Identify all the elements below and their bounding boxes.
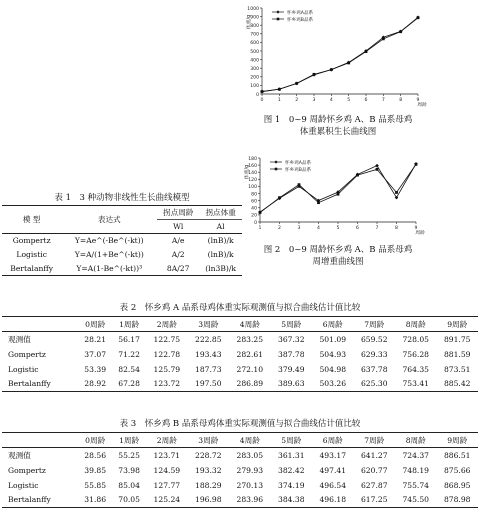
- table-cell: 886.51: [443, 450, 471, 460]
- column-header: 7周龄: [354, 317, 395, 332]
- table-cell: 28.56: [84, 450, 107, 460]
- y-tick-label: 200: [250, 75, 259, 81]
- x-tick-label: 8: [399, 98, 403, 103]
- y-tick-label: 300: [250, 67, 259, 72]
- table-cell: 282.61: [236, 349, 264, 359]
- table-2-caption: 表 2 怀乡鸡 A 品系母鸡体重实际观测值与拟合曲线估计值比较: [119, 303, 361, 313]
- column-header: 1周龄: [112, 317, 146, 332]
- x-tick-label: 0: [260, 98, 264, 103]
- x-tick-label: 1: [258, 226, 262, 231]
- y-tick-label: 180: [248, 156, 257, 162]
- y-tick-label: 600: [250, 41, 259, 47]
- table-cell: Logistic: [16, 250, 47, 259]
- column-header: 1周龄: [112, 433, 146, 448]
- table-cell: 193.43: [195, 349, 222, 359]
- table-cell: 228.72: [195, 450, 222, 460]
- x-tick-label: 3: [297, 226, 301, 231]
- y-axis-label: 体重/g: [247, 14, 252, 30]
- row-header: 观测值: [8, 334, 31, 344]
- table-cell: 387.78: [277, 349, 305, 359]
- row-header: Logistic: [8, 480, 39, 490]
- table-cell: 67.28: [112, 377, 146, 392]
- y-tick-label: 120: [248, 178, 257, 184]
- table-cell: 361.31: [277, 450, 305, 460]
- column-header: 0周龄: [78, 317, 112, 332]
- table-cell: 283.05: [236, 450, 264, 460]
- table-cell: 71.22: [118, 349, 140, 359]
- table-cell: 764.35: [402, 364, 430, 374]
- table-cell: 728.05: [402, 334, 430, 344]
- table-cell: Gompertz: [12, 236, 51, 246]
- y-tick-label: 160: [248, 163, 257, 169]
- y-tick-label: 900: [250, 15, 259, 21]
- table-cell: 504.93: [319, 349, 347, 359]
- y-tick-label: 0: [256, 92, 259, 98]
- table-cell: 389.63: [271, 377, 312, 392]
- table-cell: 379.49: [277, 364, 305, 374]
- table-cell: 28.21: [84, 334, 107, 344]
- table-1-caption: 表 1 3 种动物非线性生长曲线模型: [54, 193, 190, 203]
- table-cell: 617.25: [354, 493, 395, 508]
- table-cell: 123.72: [146, 377, 187, 392]
- table-cell: 122.75: [153, 334, 181, 344]
- table-cell: 493.17: [319, 450, 347, 460]
- x-tick-label: 5: [336, 226, 340, 231]
- table-cell: 367.32: [277, 334, 305, 344]
- table-row: [2, 377, 478, 392]
- column-header: 7周龄: [354, 433, 395, 448]
- table-cell: 55.25: [118, 450, 140, 460]
- column-header: [2, 433, 78, 448]
- y-tick-label: 100: [250, 84, 259, 90]
- x-tick-label: 3: [312, 98, 316, 103]
- figure-1-caption-line1: 图 1 0~9 周龄怀乡鸡 A、B 品系母鸡: [263, 115, 413, 125]
- table-1-subheader-al: Al: [199, 220, 242, 234]
- table-cell: 122.78: [153, 349, 181, 359]
- y-tick-label: 20: [251, 213, 257, 219]
- row-header: Bertalanffy: [2, 377, 78, 392]
- data-point-series-2: [365, 50, 368, 53]
- table-cell: 625.30: [354, 377, 395, 392]
- data-point-series-2: [395, 191, 398, 194]
- figure-2-caption-line1: 图 2 0~9 周龄怀乡鸡 A、B 品系母鸡: [263, 245, 413, 255]
- table-cell: 85.04: [118, 480, 140, 490]
- table-1-header-model: 模 型: [2, 206, 61, 234]
- x-tick-label: 8: [395, 226, 398, 231]
- table-cell: 382.42: [277, 465, 305, 475]
- table-cell: 755.74: [402, 480, 430, 490]
- table-cell: 193.32: [195, 465, 222, 475]
- table-cell: 53.39: [84, 364, 107, 374]
- table-2-strain-a-comparison: [2, 316, 478, 392]
- column-header: 3周龄: [188, 433, 229, 448]
- row-header: Gompertz: [8, 465, 46, 475]
- legend-marker: [275, 168, 278, 171]
- table-cell: Bertalanffy: [2, 262, 61, 276]
- data-point-series-1: [395, 196, 399, 200]
- table-cell: 868.95: [443, 480, 471, 490]
- table-cell: 39.85: [84, 465, 107, 475]
- table-cell: 891.75: [443, 334, 471, 344]
- table-row: [2, 248, 242, 262]
- table-cell: 748.19: [402, 465, 430, 475]
- y-tick-label: 1000: [247, 6, 259, 12]
- table-row: [2, 463, 478, 478]
- figure-2-caption-line2: 周增重曲线图: [312, 257, 364, 267]
- legend-label: 怀乡鸡B品系: [285, 167, 312, 173]
- table-cell: 31.86: [78, 493, 112, 508]
- column-header: 8周龄: [395, 317, 436, 332]
- table-cell: 197.50: [188, 377, 229, 392]
- table-cell: 82.54: [118, 364, 140, 374]
- data-point-series-2: [356, 174, 359, 177]
- table-cell: 283.96: [229, 493, 270, 508]
- data-point-series-2: [337, 193, 340, 196]
- series-line-2: [260, 164, 416, 212]
- data-point-series-2: [415, 163, 418, 166]
- table-cell: 286.89: [229, 377, 270, 392]
- table-cell: A/e: [171, 236, 185, 246]
- table-cell: 270.13: [236, 480, 264, 490]
- table-row: [2, 347, 478, 362]
- table-cell: A/2: [171, 250, 185, 259]
- table-cell: 124.59: [153, 465, 181, 475]
- table-1-growth-models: [2, 205, 242, 276]
- table-cell: 374.19: [277, 480, 305, 490]
- figure-1-cumulative-growth-chart: [238, 0, 438, 112]
- table-cell: 55.85: [84, 480, 107, 490]
- table-cell: 123.71: [153, 450, 181, 460]
- table-3-caption: 表 3 怀乡鸡 B 品系母鸡体重实际观测值与拟合曲线估计值比较: [119, 419, 361, 429]
- table-cell: 125.79: [153, 364, 181, 374]
- table-cell: 878.98: [436, 493, 478, 508]
- x-tick-label: 2: [295, 98, 299, 103]
- data-point-series-2: [261, 90, 264, 93]
- data-point-series-2: [298, 183, 301, 186]
- x-tick-label: 6: [364, 98, 368, 103]
- data-point-series-2: [347, 62, 350, 65]
- table-cell: 28.92: [78, 377, 112, 392]
- table-cell: 753.41: [395, 377, 436, 392]
- row-header: Bertalanffy: [2, 493, 78, 508]
- column-header: 6周龄: [312, 317, 353, 332]
- column-header: [2, 317, 78, 332]
- column-header: 5周龄: [271, 433, 312, 448]
- y-tick-label: 0: [254, 220, 257, 226]
- figure-2-caption: [238, 244, 438, 268]
- table-cell: 279.93: [236, 465, 264, 475]
- table-cell: (lnB)/k: [207, 236, 234, 246]
- column-header: 6周龄: [312, 433, 353, 448]
- table-3-strain-b-comparison: [2, 432, 478, 508]
- column-header: 9周龄: [436, 317, 478, 332]
- data-point-series-2: [417, 16, 420, 19]
- y-tick-label: 80: [251, 192, 257, 198]
- table-row: [2, 332, 478, 347]
- table-cell: 496.18: [312, 493, 353, 508]
- table-cell: 885.42: [436, 377, 478, 392]
- table-1-header-inflection-age: 拐点周龄: [157, 206, 199, 220]
- data-point-series-1: [375, 164, 379, 168]
- table-cell: 745.50: [395, 493, 436, 508]
- figure-2-weekly-gain-chart: [238, 152, 438, 240]
- table-cell: 501.09: [319, 334, 347, 344]
- column-header: 4周龄: [229, 433, 270, 448]
- table-cell: 70.05: [112, 493, 146, 508]
- y-tick-label: 500: [250, 49, 259, 55]
- table-cell: 272.10: [236, 364, 264, 374]
- column-header: 9周龄: [436, 433, 478, 448]
- table-cell: Y=Ae^(-Be^(-kt)): [74, 236, 144, 246]
- table-1-header-expression: 表达式: [61, 206, 157, 234]
- x-tick-label: 2: [278, 226, 281, 231]
- data-point-series-2: [278, 196, 281, 199]
- table-cell: 724.37: [402, 450, 430, 460]
- table-row: [2, 262, 242, 276]
- data-point-series-2: [376, 168, 379, 171]
- column-header: 5周龄: [271, 317, 312, 332]
- table-cell: 8A/27: [157, 262, 199, 276]
- table-cell: 627.87: [360, 480, 388, 490]
- legend-label: 怀乡鸡B品系: [287, 17, 314, 23]
- x-tick-label: 7: [381, 98, 385, 103]
- x-tick-label: 1: [277, 98, 281, 103]
- table-cell: 641.27: [360, 450, 388, 460]
- table-cell: 637.78: [360, 364, 388, 374]
- x-axis-label: 周龄: [415, 231, 425, 236]
- table-cell: 188.29: [195, 480, 222, 490]
- table-header-row: [2, 317, 478, 332]
- column-header: 3周龄: [188, 317, 229, 332]
- data-point-series-2: [382, 37, 385, 40]
- y-tick-label: 140: [248, 171, 257, 177]
- row-header: Logistic: [8, 364, 39, 374]
- table-cell: 875.66: [443, 465, 471, 475]
- data-point-series-2: [295, 82, 298, 85]
- data-point-series-2: [313, 73, 316, 76]
- table-1-subheader-wl: Wl: [157, 220, 199, 234]
- table-cell: 187.73: [195, 364, 222, 374]
- legend-marker: [274, 160, 277, 163]
- table-cell: (lnB)/k: [207, 250, 234, 259]
- table-cell: Y=A(1-Be^(-kt))³: [61, 262, 157, 276]
- table-cell: (ln3B)/k: [199, 262, 242, 276]
- row-header: 观测值: [8, 450, 31, 460]
- table-row: [2, 362, 478, 377]
- table-cell: 56.17: [118, 334, 140, 344]
- x-tick-label: 4: [329, 98, 333, 103]
- table-cell: 496.54: [319, 480, 347, 490]
- table-row: [2, 448, 478, 463]
- table-cell: 629.33: [360, 349, 388, 359]
- table-cell: 283.25: [236, 334, 264, 344]
- data-point-series-2: [330, 68, 333, 71]
- y-tick-label: 700: [250, 32, 259, 38]
- x-tick-label: 6: [356, 226, 359, 231]
- table-cell: 504.98: [319, 364, 347, 374]
- legend-label: 怀乡鸡A品系: [287, 10, 314, 16]
- table-cell: 127.77: [153, 480, 181, 490]
- y-tick-label: 40: [251, 206, 257, 212]
- column-header: 4周龄: [229, 317, 270, 332]
- legend-marker: [276, 10, 279, 13]
- x-tick-label: 9: [416, 98, 420, 103]
- data-point-series-2: [259, 211, 262, 214]
- y-tick-label: 60: [251, 199, 257, 205]
- row-header: Gompertz: [8, 349, 46, 359]
- table-cell: 37.07: [84, 349, 107, 359]
- table-cell: 384.38: [271, 493, 312, 508]
- x-tick-label: 7: [375, 226, 379, 231]
- table-cell: 873.51: [443, 364, 471, 374]
- table-row: [2, 478, 478, 493]
- y-tick-label: 100: [248, 185, 257, 191]
- table-cell: 222.85: [195, 334, 222, 344]
- legend-label: 怀乡鸡A品系: [285, 160, 312, 166]
- table-cell: 73.98: [118, 465, 140, 475]
- y-tick-label: 800: [250, 24, 259, 29]
- x-tick-label: 9: [414, 226, 418, 231]
- table-row: [2, 493, 478, 508]
- column-header: 2周龄: [146, 317, 187, 332]
- figure-1-caption-line2: 体重累积生长曲线图: [299, 127, 377, 137]
- y-axis-label: 体重/g: [245, 164, 250, 180]
- table-cell: 497.41: [319, 465, 347, 475]
- column-header: 2周龄: [146, 433, 187, 448]
- table-row: [2, 234, 242, 248]
- table-cell: 756.28: [402, 349, 430, 359]
- column-header: 8周龄: [395, 433, 436, 448]
- table-cell: 196.98: [188, 493, 229, 508]
- x-tick-label: 5: [347, 98, 351, 103]
- figure-1-caption: [238, 114, 438, 138]
- data-point-series-2: [399, 30, 402, 33]
- data-point-series-2: [278, 88, 281, 91]
- table-cell: 125.24: [146, 493, 187, 508]
- table-cell: 881.59: [443, 349, 471, 359]
- table-cell: 503.26: [312, 377, 353, 392]
- table-1-header-inflection-weight: 拐点体重: [199, 206, 242, 220]
- table-header-row: [2, 433, 478, 448]
- legend-marker: [277, 18, 280, 21]
- table-cell: Y=A/(1+Be^(-kt)): [74, 250, 144, 259]
- x-tick-label: 4: [317, 226, 320, 231]
- y-tick-label: 400: [250, 58, 259, 64]
- table-cell: 659.52: [360, 334, 388, 344]
- column-header: 0周龄: [78, 433, 112, 448]
- series-line-2: [262, 18, 418, 92]
- table-cell: 620.77: [360, 465, 388, 475]
- series-line-1: [262, 17, 418, 91]
- x-axis-label: 周龄: [417, 103, 427, 108]
- data-point-series-2: [317, 201, 320, 204]
